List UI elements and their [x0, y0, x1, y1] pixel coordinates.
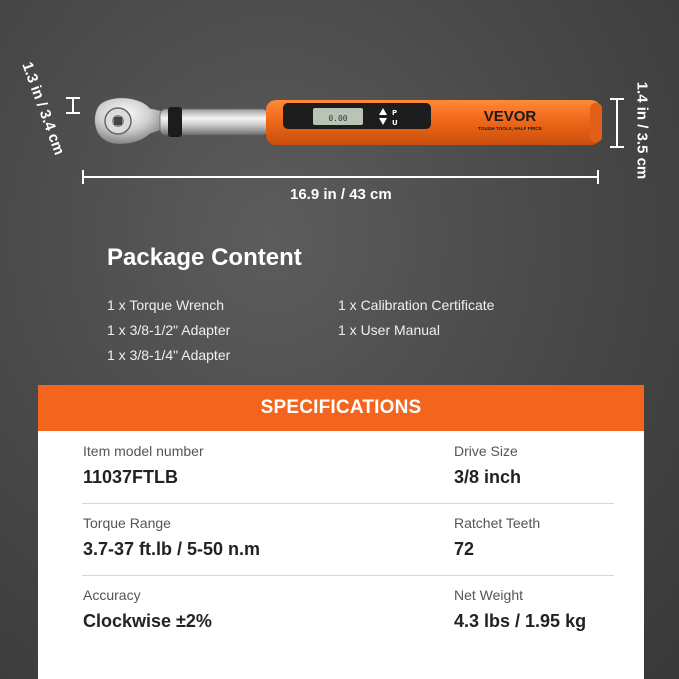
package-item: 1 x Calibration Certificate — [338, 297, 495, 313]
spec-label: Item model number — [83, 443, 204, 459]
shaft-collar — [168, 107, 182, 137]
ratchet-head — [94, 98, 168, 145]
package-item: 1 x User Manual — [338, 322, 440, 338]
package-title: Package Content — [107, 244, 302, 271]
package-item: 1 x Torque Wrench — [107, 297, 224, 313]
p-button: P — [392, 109, 398, 117]
package-list-left — [107, 293, 230, 368]
brand-logo: VEVOR — [483, 108, 537, 125]
spec-ratchet-teeth — [454, 515, 540, 560]
head-height-label: 1.3 in / 3.4 cm — [18, 59, 68, 158]
spec-label: Ratchet Teeth — [454, 515, 541, 531]
spec-value: 72 — [454, 539, 475, 559]
spec-row — [38, 431, 644, 503]
spec-value: Clockwise ±2% — [83, 611, 212, 631]
u-button: U — [392, 119, 398, 127]
specifications-card — [38, 385, 644, 679]
spec-row — [38, 503, 644, 575]
lcd-reading: 0.00 — [328, 114, 348, 123]
spec-value: 3/8 inch — [454, 467, 522, 487]
brand-tagline: TOUGH TOOLS, HALF PRICE — [478, 126, 542, 131]
spec-accuracy — [83, 587, 212, 632]
spec-label: Torque Range — [83, 515, 171, 531]
spec-value: 11037FTLB — [83, 467, 179, 487]
body-height-label: 1.4 in / 3.5 cm — [633, 81, 651, 180]
length-label: 16.9 in / 43 cm — [290, 186, 392, 203]
spec-model — [83, 443, 204, 488]
spec-label: Drive Size — [454, 443, 518, 459]
spec-net-weight — [454, 587, 586, 632]
spec-label: Net Weight — [454, 587, 523, 603]
spec-row — [38, 575, 644, 647]
package-item: 1 x 3/8-1/4" Adapter — [107, 347, 231, 363]
package-list-right — [338, 293, 494, 343]
spec-label: Accuracy — [83, 587, 141, 603]
specifications-header: SPECIFICATIONS — [38, 385, 644, 431]
spec-drive-size — [454, 443, 521, 488]
spec-torque-range — [83, 515, 260, 560]
spec-value: 4.3 lbs / 1.95 kg — [454, 611, 587, 631]
spec-value: 3.7-37 ft.lb / 5-50 n.m — [83, 539, 261, 559]
package-item: 1 x 3/8-1/2" Adapter — [107, 322, 231, 338]
